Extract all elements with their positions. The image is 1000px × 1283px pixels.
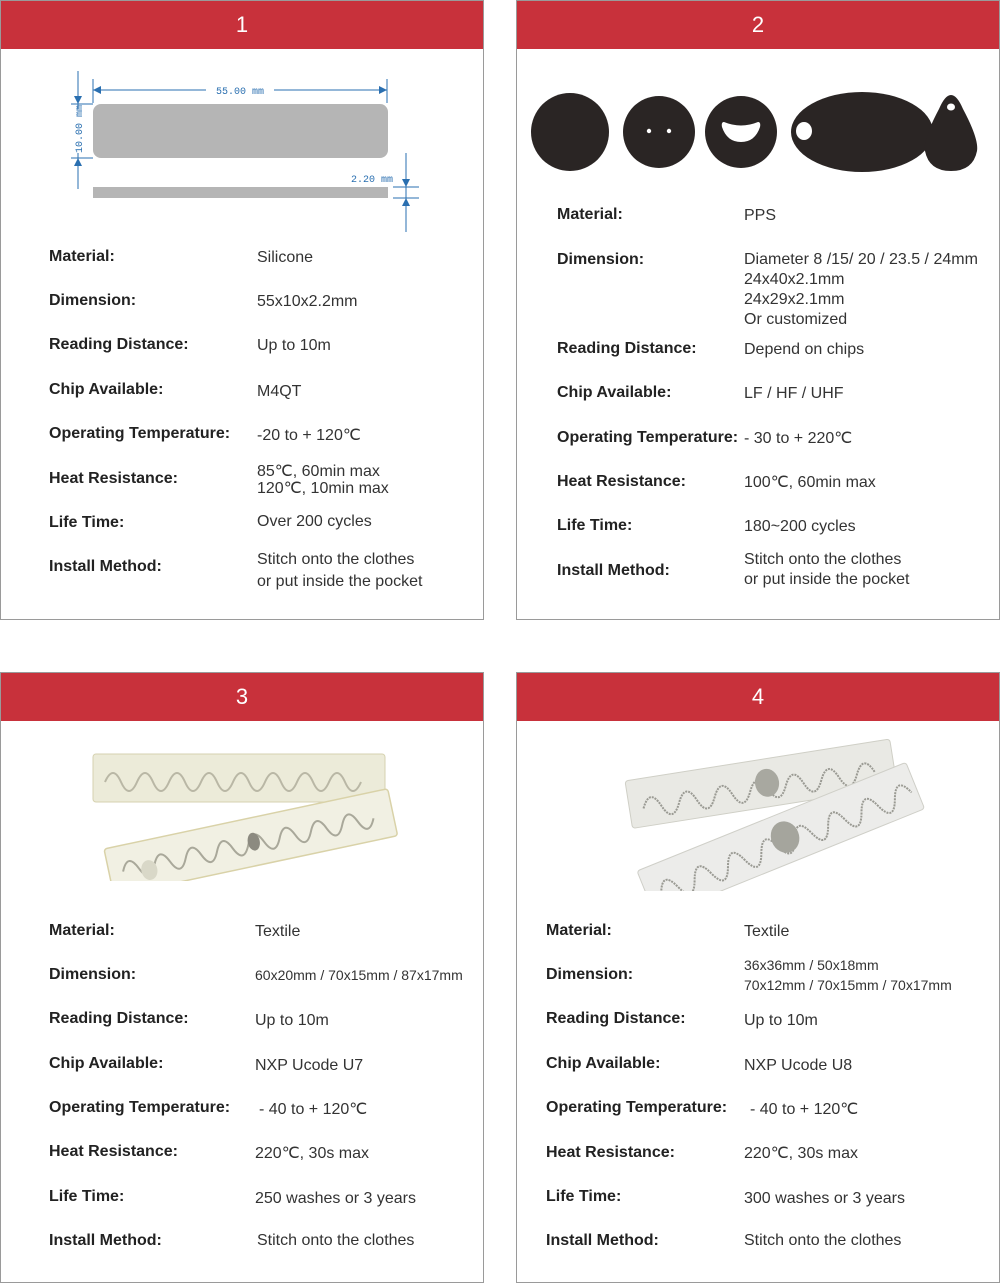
chip-label: Chip Available:	[557, 384, 672, 401]
heat-resistance-label: Heat Resistance:	[49, 1143, 178, 1160]
dimension-value-line2: 70x12mm / 70x15mm / 70x17mm	[744, 977, 952, 993]
thickness-dimension-label: 2.20 mm	[350, 175, 394, 186]
dimension-label: Dimension:	[49, 966, 137, 983]
reading-distance-label: Reading Distance:	[49, 1010, 189, 1027]
button-tag	[623, 96, 695, 168]
temperature-label: Operating Temperature:	[49, 425, 231, 442]
card-number: 4	[517, 673, 999, 721]
dimension-label: Dimension:	[557, 251, 645, 268]
reading-distance-label: Reading Distance:	[49, 336, 189, 353]
chip-label: Chip Available:	[546, 1055, 661, 1072]
chip-label: Chip Available:	[49, 381, 164, 398]
material-label: Material:	[49, 922, 115, 939]
chip-value: NXP Ucode U8	[744, 1057, 853, 1074]
temperature-value: - 30 to + 220℃	[744, 430, 853, 447]
product-card-1	[0, 0, 484, 620]
life-time-label: Life Time:	[49, 514, 125, 531]
material-label: Material:	[546, 922, 612, 939]
dimension-label: Dimension:	[49, 292, 137, 309]
drop-tag	[925, 95, 977, 171]
product-card-4	[516, 672, 1000, 1283]
reading-distance-value: Depend on chips	[744, 341, 865, 358]
dimension-value-line1: 36x36mm / 50x18mm	[744, 957, 879, 973]
life-time-value: 300 washes or 3 years	[744, 1190, 905, 1207]
dimension-value-line2: 24x40x2.1mm	[744, 271, 845, 288]
heat-resistance-label: Heat Resistance:	[557, 473, 686, 490]
install-method-value-line1: Stitch onto the clothes	[744, 551, 902, 568]
material-value: Textile	[255, 923, 301, 940]
width-dimension-label: 55.00 mm	[215, 87, 265, 98]
textile-tag-photo	[1, 721, 485, 881]
round-tag	[531, 93, 609, 171]
life-time-value: 180~200 cycles	[744, 518, 856, 535]
pps-tag-shapes	[517, 49, 1000, 179]
reading-distance-value: Up to 10m	[257, 337, 331, 354]
reading-distance-label: Reading Distance:	[546, 1010, 686, 1027]
slot-tag	[705, 96, 777, 168]
temperature-value: -20 to + 120℃	[257, 427, 361, 444]
material-value: PPS	[744, 207, 777, 224]
heat-resistance-label: Heat Resistance:	[49, 470, 178, 487]
install-method-value-line2: or put inside the pocket	[257, 573, 423, 590]
temperature-label: Operating Temperature:	[546, 1099, 728, 1116]
life-time-value: Over 200 cycles	[257, 513, 372, 530]
reading-distance-value: Up to 10m	[255, 1012, 329, 1029]
install-method-value-line2: or put inside the pocket	[744, 571, 910, 588]
card-number: 3	[1, 673, 483, 721]
chip-value: NXP Ucode U7	[255, 1057, 364, 1074]
chip-value: LF / HF / UHF	[744, 385, 844, 402]
reading-distance-label: Reading Distance:	[557, 340, 697, 357]
dimension-label: Dimension:	[546, 966, 634, 983]
material-value: Textile	[744, 923, 790, 940]
heat-resistance-value: 100℃, 60min max	[744, 474, 876, 491]
height-dimension-label: 10.00 mm	[75, 104, 86, 153]
chip-value: M4QT	[257, 383, 302, 400]
install-method-label: Install Method:	[546, 1232, 659, 1249]
card-number: 2	[517, 1, 999, 49]
card-number: 1	[1, 1, 483, 49]
silicone-tag-dimension-drawing	[1, 49, 485, 239]
heat-resistance-label: Heat Resistance:	[546, 1144, 675, 1161]
life-time-label: Life Time:	[546, 1188, 622, 1205]
dimension-value-line3: 24x29x2.1mm	[744, 291, 845, 308]
dimension-value-line4: Or customized	[744, 311, 848, 328]
heat-resistance-value: 220℃, 30s max	[744, 1145, 859, 1162]
chip-label: Chip Available:	[49, 1055, 164, 1072]
life-time-label: Life Time:	[557, 517, 633, 534]
product-card-2	[516, 0, 1000, 620]
install-method-label: Install Method:	[49, 1232, 162, 1249]
install-method-label: Install Method:	[49, 558, 162, 575]
install-method-label: Install Method:	[557, 562, 670, 579]
textile-tag-front	[104, 789, 398, 881]
oval-tag	[791, 92, 933, 172]
install-method-value-line1: Stitch onto the clothes	[257, 551, 415, 568]
life-time-label: Life Time:	[49, 1188, 125, 1205]
textile-tag-photo	[517, 721, 1000, 891]
install-method-value: Stitch onto the clothes	[257, 1232, 415, 1249]
install-method-value: Stitch onto the clothes	[744, 1232, 902, 1249]
temperature-label: Operating Temperature:	[49, 1099, 231, 1116]
textile-tag-back	[93, 754, 385, 802]
heat-resistance-value-line1: 85℃, 60min max	[257, 463, 380, 480]
temperature-value: - 40 to + 120℃	[259, 1101, 368, 1118]
life-time-value: 250 washes or 3 years	[255, 1190, 416, 1207]
dimension-value: 60x20mm / 70x15mm / 87x17mm	[255, 967, 463, 983]
reading-distance-value: Up to 10m	[744, 1012, 818, 1029]
temperature-value: - 40 to + 120℃	[750, 1101, 859, 1118]
dimension-value: 55x10x2.2mm	[257, 293, 358, 310]
tag-top-view	[93, 104, 388, 158]
material-value: Silicone	[257, 249, 314, 266]
material-label: Material:	[557, 206, 623, 223]
product-card-3	[0, 672, 484, 1283]
tag-side-view	[93, 187, 388, 198]
dimension-value-line1: Diameter 8 /15/ 20 / 23.5 / 24mm	[744, 251, 978, 268]
material-label: Material:	[49, 248, 115, 265]
heat-resistance-value: 220℃, 30s max	[255, 1145, 370, 1162]
heat-resistance-value-line2: 120℃, 10min max	[257, 480, 389, 497]
temperature-label: Operating Temperature:	[557, 429, 739, 446]
